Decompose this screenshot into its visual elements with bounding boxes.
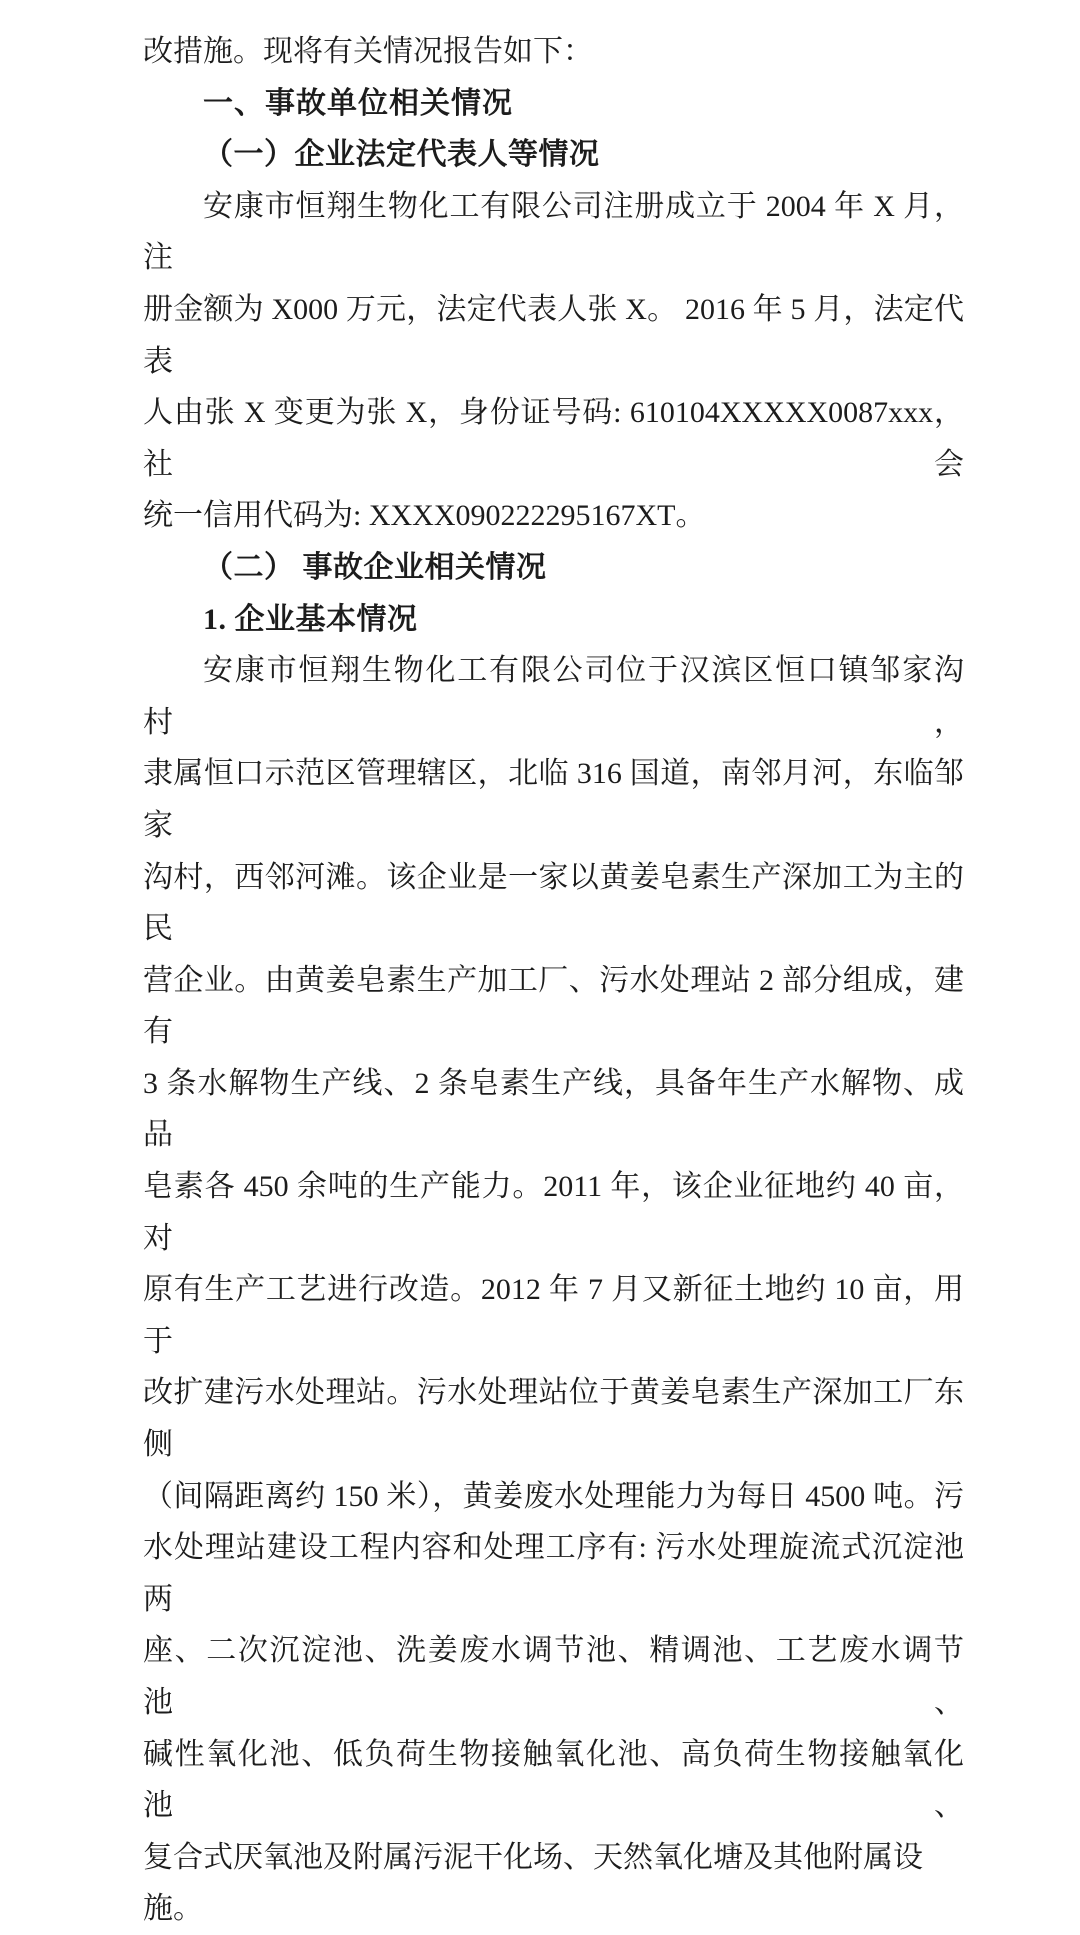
text-line: 原有生产工艺进行改造。2012 年 7 月又新征土地约 10 亩，用于 [143, 1273, 964, 1358]
text-line: 复合式厌氧池及附属污泥干化场、天然氧化塘及其他附属设施。 [143, 1840, 923, 1926]
text-line: 人由张 X 变更为张 X，身份证号码: 610104XXXXX0087xxx，社会 [143, 396, 964, 481]
text-line: （间隔距离约 150 米），黄姜废水处理能力为每日 4500 吨。污 [143, 1479, 964, 1513]
text-line: 3 条水解物生产线、2 条皂素生产线，具备年生产水解物、成品 [143, 1066, 964, 1152]
text-line: 隶属恒口示范区管理辖区，北临 316 国道，南邻月河，东临邹家 [143, 757, 964, 842]
section-heading-1-2: （二） 事故企业相关情况 [203, 550, 547, 584]
text-line: 皂素各 450 余吨的生产能力。2011 年，该企业征地约 40 亩，对 [143, 1170, 964, 1255]
text-line: 安康市恒翔生物化工有限公司位于汉滨区恒口镇邹家沟村， [143, 654, 964, 739]
text-line: 沟村，西邻河滩。该企业是一家以黄姜皂素生产深加工为主的民 [143, 860, 964, 946]
text-line: 营企业。由黄姜皂素生产加工厂、污水处理站 2 部分组成，建有 [143, 963, 964, 1049]
text-line: 碱性氧化池、低负荷生物接触氧化池、高负荷生物接触氧化池、 [143, 1737, 964, 1823]
section-heading-1: 一、事故单位相关情况 [203, 86, 513, 120]
text-line: 水处理站建设工程内容和处理工序有: 污水处理旋流式沉淀池两 [143, 1531, 964, 1616]
text-line: 统一信用代码为: XXXX090222295167XT。 [143, 499, 706, 533]
section-heading-1-2-1: 1. 企业基本情况 [203, 602, 418, 636]
text-line: 改扩建污水处理站。污水处理站位于黄姜皂素生产深加工厂东侧 [143, 1376, 964, 1462]
text-line: 册金额为 X000 万元，法定代表人张 X。 2016 年 5 月，法定代表 [143, 292, 964, 378]
text-line: 改措施。现将有关情况报告如下： [143, 35, 593, 68]
text-line: 安康市恒翔生物化工有限公司注册成立于 2004 年 X 月，注 [143, 189, 964, 275]
text-line: 座、二次沉淀池、洗姜废水调节池、精调池、工艺废水调节池、 [143, 1634, 964, 1719]
section-heading-1-1: （一）企业法定代表人等情况 [203, 138, 600, 172]
